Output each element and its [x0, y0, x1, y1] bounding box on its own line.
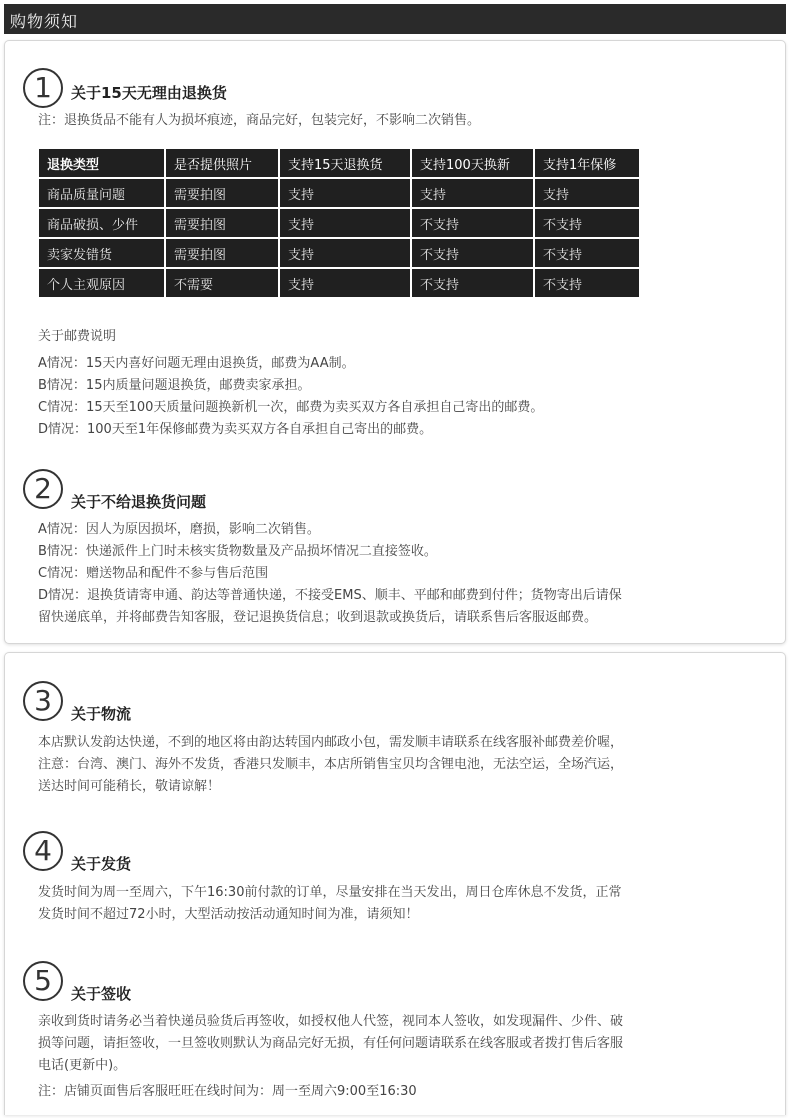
- table-header-cell: 支持100天换新: [412, 149, 533, 177]
- table-cell: 支持: [535, 179, 639, 207]
- table-cell: 商品破损、少件: [39, 209, 164, 237]
- returns-table: [37, 147, 641, 299]
- table-cell: 支持: [280, 239, 410, 267]
- section-title: 关于签收: [71, 985, 132, 1003]
- no-return-line: B情况：快递派件上门时未核实货物数量及产品损坏情况二直接签收。: [38, 544, 437, 559]
- section-title: 关于物流: [71, 705, 132, 723]
- table-cell: 需要拍图: [166, 239, 278, 267]
- table-cell: 商品质量问题: [39, 179, 164, 207]
- table-header-cell: 支持1年保修: [535, 149, 639, 177]
- returns-note: 注：退换货品不能有人为损坏痕迹，商品完好，包装完好，不影响二次销售。: [38, 113, 481, 128]
- postage-line: D情况：100天至1年保修邮费为卖买双方各自承担自己寄出的邮费。: [38, 422, 433, 437]
- table-cell: 不支持: [412, 269, 533, 297]
- circled-number-icon: 5: [23, 961, 63, 1001]
- receipt-line: 损等问题，请拒签收，一旦签收则默认为商品完好无损，有任何问题请联系在线客服或者拨打售后客服: [38, 1036, 624, 1051]
- page-title: 购物须知: [10, 12, 79, 31]
- table-cell: 不支持: [412, 239, 533, 267]
- receipt-note: 注：店铺页面售后客服旺旺在线时间为：周一至周六9:00至16:30: [38, 1084, 417, 1099]
- no-return-line: A情况：因人为原因损坏，磨损，影响二次销售。: [38, 522, 320, 537]
- circled-number-icon: 1: [23, 68, 63, 108]
- table-cell: 支持: [280, 179, 410, 207]
- section-title: 关于15天无理由退换货: [71, 84, 227, 102]
- no-return-line: 留快递底单，并将邮费告知客服，登记退换货信息；收到退款或换货后，请联系售后客服返邮费。: [38, 610, 598, 625]
- page-header-bar: [4, 4, 786, 34]
- table-cell: 支持: [280, 209, 410, 237]
- returns-policy-card: [4, 40, 786, 644]
- table-header-cell: 是否提供照片: [166, 149, 278, 177]
- table-header-cell: 退换类型: [39, 149, 164, 177]
- table-cell: 支持: [280, 269, 410, 297]
- receipt-line: 电话(更新中)。: [38, 1058, 127, 1073]
- table-row: [39, 209, 639, 237]
- postage-title: 关于邮费说明: [38, 329, 117, 344]
- no-return-line: C情况：赠送物品和配件不参与售后范围: [38, 566, 269, 581]
- table-cell: 不支持: [535, 269, 639, 297]
- table-cell: 个人主观原因: [39, 269, 164, 297]
- table-cell: 需要拍图: [166, 209, 278, 237]
- shipping-line: 发货时间为周一至周六，下午16:30前付款的订单，尽量安排在当天发出，周日仓库休息不发货，正常: [38, 885, 622, 900]
- table-row: [39, 179, 639, 207]
- logistics-line: 注意：台湾、澳门、海外不发货，香港只发顺丰，本店所销售宝贝均含锂电池，无法空运，全场汽运，: [38, 757, 624, 772]
- circled-number-icon: 4: [23, 831, 63, 871]
- table-cell: 不需要: [166, 269, 278, 297]
- table-row: [39, 239, 639, 267]
- postage-line: C情况：15天至100天质量问题换新机一次，邮费为卖买双方各自承担自己寄出的邮费。: [38, 400, 544, 415]
- shipping-policy-card: [4, 652, 786, 1115]
- shipping-line: 发货时间不超过72小时，大型活动按活动通知时间为准，请须知！: [38, 907, 419, 922]
- postage-line: A情况：15天内喜好问题无理由退换货，邮费为AA制。: [38, 356, 355, 371]
- table-cell: 需要拍图: [166, 179, 278, 207]
- no-return-line: D情况：退换货请寄申通、韵达等普通快递，不接受EMS、顺丰、平邮和邮费到付件；货物寄出后请保: [38, 588, 622, 603]
- table-cell: 不支持: [535, 209, 639, 237]
- postage-line: B情况：15内质量问题退换货，邮费卖家承担。: [38, 378, 311, 393]
- section-title: 关于不给退换货问题: [71, 493, 207, 511]
- table-header-row: [39, 149, 639, 177]
- table-cell: 卖家发错货: [39, 239, 164, 267]
- circled-number-icon: 2: [23, 469, 63, 509]
- section-title: 关于发货: [71, 855, 132, 873]
- logistics-line: 本店默认发韵达快递，不到的地区将由韵达转国内邮政小包，需发顺丰请联系在线客服补邮费差价喔，: [38, 735, 624, 750]
- table-row: [39, 269, 639, 297]
- table-cell: 支持: [412, 179, 533, 207]
- circled-number-icon: 3: [23, 681, 63, 721]
- receipt-line: 亲收到货时请务必当着快递员验货后再签收，如授权他人代签，视同本人签收，如发现漏件、少件、破: [38, 1014, 624, 1029]
- logistics-line: 送达时间可能稍长，敬请谅解！: [38, 779, 221, 794]
- table-cell: 不支持: [535, 239, 639, 267]
- table-cell: 不支持: [412, 209, 533, 237]
- table-header-cell: 支持15天退换货: [280, 149, 410, 177]
